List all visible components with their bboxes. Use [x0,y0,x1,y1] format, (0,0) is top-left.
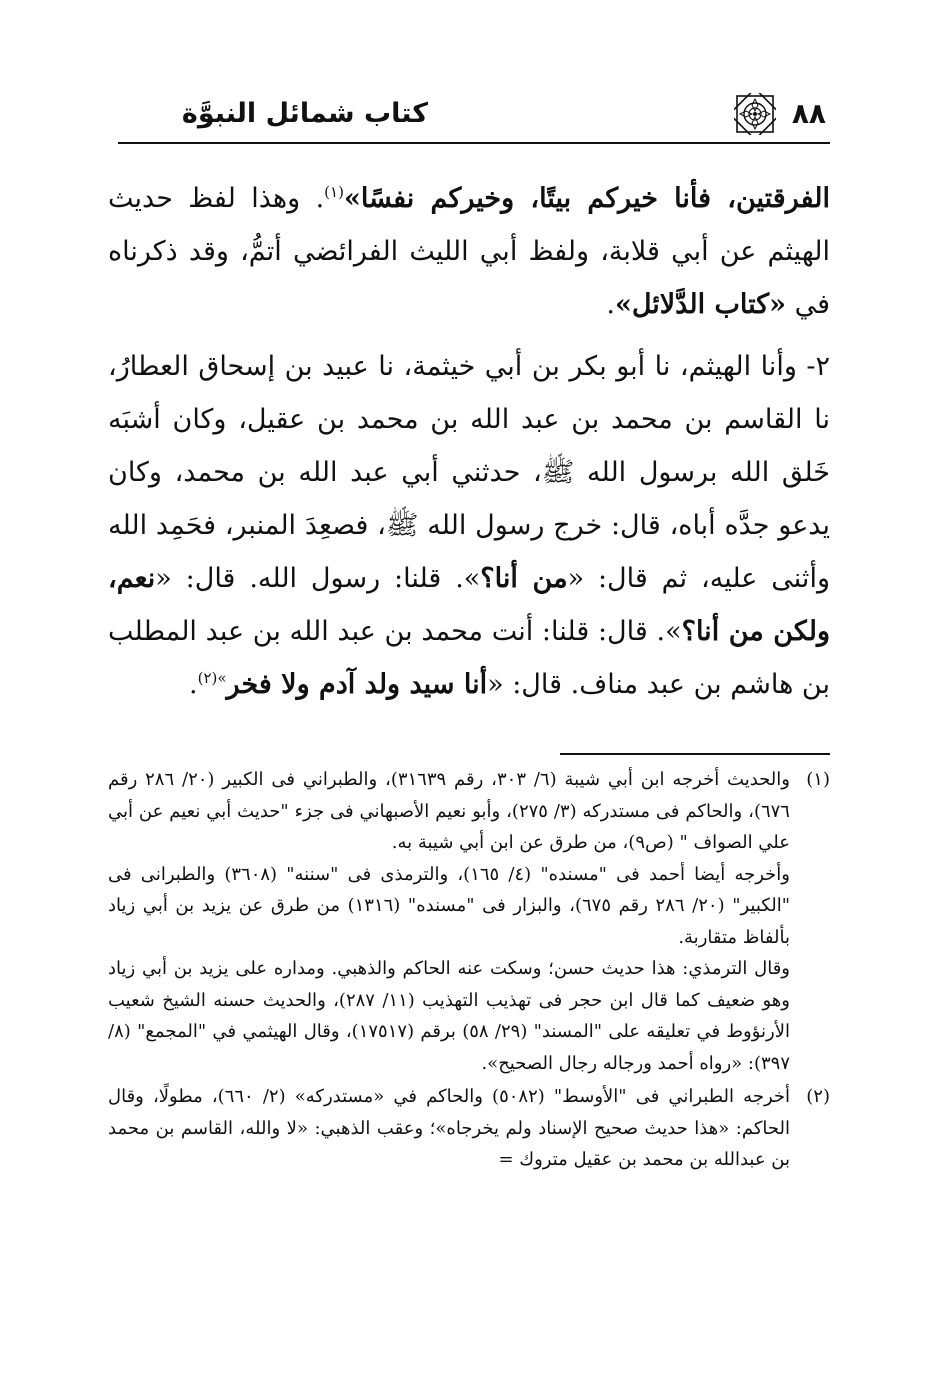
footnote-1 [108,764,830,1079]
paragraph-1 [108,172,830,331]
quote-text: أنا سيد ولد آدم ولا فخر [226,669,488,700]
body-text: . وهذا لفظ حديث الهيثم عن أبي قلابة، ولفظ أبي الليث الفرائضي أتمُّ، وقد ذكرناه في [108,183,830,320]
footnote-number: (١) [806,769,830,790]
book-title: «كتاب الدَّلائل» [614,289,786,320]
page-number: ٨٨ [791,97,826,130]
footnote-paragraph: والحديث أخرجه ابن أبي شيبة (٦/ ٣٠٣، رقم ٣١٦٣٩)، والطبراني فى الكبير (٢٠/ ٢٨٦ رقم ٦٧٦)، والحاكم فى مستدركه (٣/ ٢٧٥)، وأبو نعيم الأصبهاني فى جزء "حديث أبي نعيم عن أبي علي الصواف " (ص٩)، من طرق عن ابن أبي شيبة به. [108,769,790,853]
quote-text: نعم، ولكن من أنا؟ [108,563,830,647]
body-text: ». قلنا: رسول الله. قال: « [155,563,481,594]
footnote-ref-2: »(٢) [197,669,227,687]
quote-text: من أنا؟ [480,563,568,594]
footnote-paragraph: أخرجه الطبراني فى "الأوسط" (٥٠٨٢) والحاكم في «مستدركه» (٢/ ٦٦٠)، مطولًا، وقال الحاكم: «هذا حديث صحيح الإسناد ولم يخرجاه»؛ وعقب الذهبي: «لا والله، القاسم بن محمد بن عبدالله بن محمد بن عقيل متروك = [108,1086,791,1170]
footnote-2 [108,1081,830,1176]
body-text: ٢- وأنا الهيثم، نا أبو بكر بن أبي خيثمة، نا عبيد بن إسحاق العطارُ، نا القاسم بن محمد بن عبد الله بن محمد بن عقيل، وكان أشبَه خَلق الله برسول الله ﷺ، حدثني أبي عبد الله بن محمد، وكان يدعو جدَّه أباه، قال: خرج رسول الله ﷺ، فصعِدَ المنبر، فحَمِد الله وأثنى عليه، ثم قال: « [108,351,830,594]
quote-text: الفرقتين، فأنا خيركم بيتًا، وخيركم نفسًا» [343,183,830,214]
footnote-number: (٢) [806,1086,830,1107]
footnote-ref-1: (١) [324,183,344,201]
running-header [118,92,830,144]
paragraph-2 [108,340,830,711]
footnote-paragraph: وأخرجه أيضا أحمد فى "مسنده" (٤/ ١٦٥)، والترمذى فى "سننه" (٣٦٠٨) والطبرانى فى "الكبير" (٢٠/ ٢٨٦ رقم ٦٧٥)، والبزار فى "مسنده" (١٣١٦) من طرق عن يزيد بن أبي زياد بألفاظ متقاربة. [108,863,790,948]
body-text: . [606,289,615,320]
body-text: ». قال: قلنا: أنت محمد بن عبد الله بن عبد المطلب بن هاشم بن عبد مناف. قال: « [108,616,830,700]
footnote-paragraph: وقال الترمذي: هذا حديث حسن؛ وسكت عنه الحاكم والذهبي. ومداره على يزيد بن أبي زياد وهو ضعيف كما قال ابن حجر فى تهذيب التهذيب (١١/ ٢٨٧)، والحديث حسنه الشيخ شعيب الأرنؤوط في تعليقه على "المسند" (٢٩/ ٥٨) برقم (١٧٥١٧)، وقال الهيثمي في "المجمع" (٨/ ٣٩٧): «رواه أحمد ورجاله رجال الصحيح». [108,958,791,1074]
body-text: . [189,669,198,700]
main-text [108,172,830,720]
arabesque-ornament-icon [734,93,776,135]
footnotes [108,764,830,1178]
footnote-separator [560,753,830,755]
header-title: كتاب شمائل النبوَّة [181,98,428,129]
